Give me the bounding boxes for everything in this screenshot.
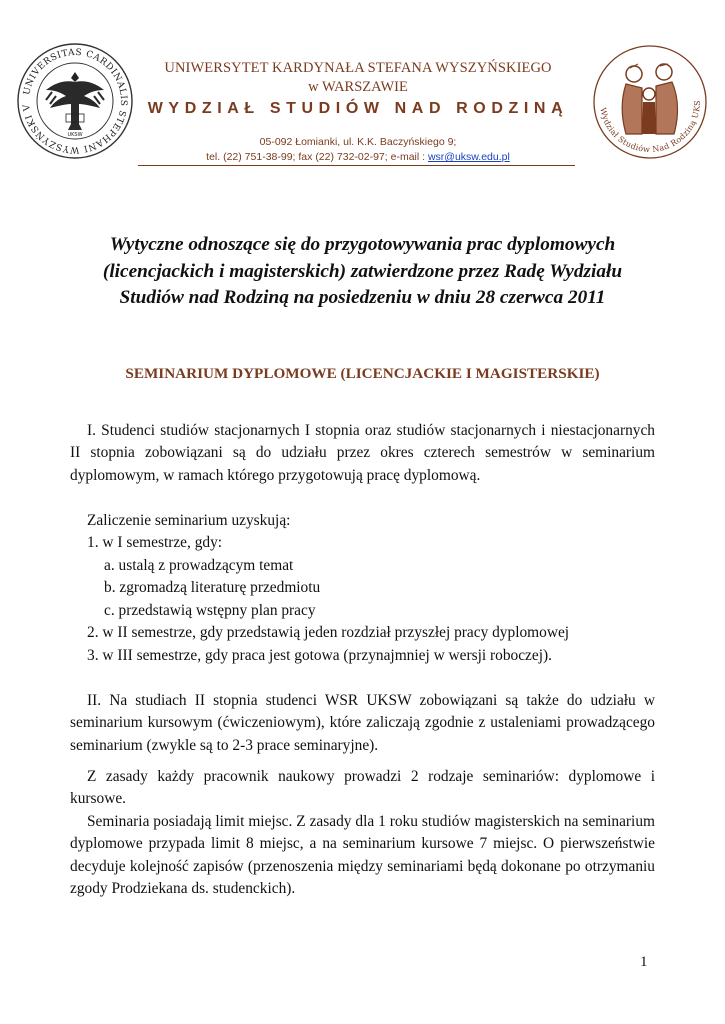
faculty-address: 05-092 Łomianki, ul. K.K. Baczyńskiego 9; [259,136,457,148]
list-item-1c: c. przedstawią wstępny plan pracy [104,602,316,619]
eagle-seal-icon [16,42,134,160]
seal-left-text: UNIVERSITAS CARDINALIS STEPHANI WYSZYŃSKI V [22,47,129,155]
faculty-name: WYDZIAŁ STUDIÓW NAD RODZINĄ [147,100,569,117]
paragraph-II: II. Na studiach II stopnia studenci WSR UKSW zobowiązani są także do udziału w seminarium kursowym (ćwiczeniowym), które zaliczają zgodnie z ustaleniami prowadzącego seminarium (zwykle są to 2-3 prace seminaryjne). [70,692,655,754]
faculty-contact [138,151,578,163]
paragraph-seminar-types: Z zasady każdy pracownik naukowy prowadzi 2 rodzaje seminariów: dyplomowe i kursowe. [70,768,655,808]
university-name: UNIWERSYTET KARDYNAŁA STEFANA WYSZYŃSKIEGO [164,60,552,76]
paragraph-I: I. Studenci studiów stacjonarnych I stopnia oraz studiów stacjonarnych i niestacjonarnych II stopnia zobowiązani są do udziału przez okres czterech semestrów w seminarium dyplomowym, w ramach którego przygotowują pracę dyplomową. [70,422,655,484]
email-link[interactable]: wsr@uksw.edu.pl [427,151,510,163]
page-number: 1 [640,954,648,970]
list-item-3: 3. w III semestrze, gdy praca jest gotowa (przynajmniej w wersji roboczej). [87,647,552,664]
paragraph-seminar-limits: Seminaria posiadają limit miejsc. Z zasady dla 1 roku studiów magisterskich na seminarium dyplomowe przypada limit 8 miejsc, a na seminarium kursowe 7 miejsc. O pierwszeństwie decyduje kolejność zapisów (przenoszenia między seminariami będą dokonane po otrzymaniu zgody Prodziekana ds. studenckich). [70,813,655,898]
holy-family-seal-icon [590,42,710,162]
title-line-2: (licencjackich i magisterskich) zatwierdzone przez Radę Wydziału [102,260,623,282]
credit-intro: Zaliczenie seminarium uzyskują: [87,512,291,529]
list-item-1: 1. w I semestrze, gdy: [87,534,223,551]
university-city: w WARSZAWIE [308,79,408,95]
university-seal-logo [16,42,134,160]
section-heading: SEMINARIUM DYPLOMOWE (LICENCJACKIE I MAGISTERSKIE) [125,365,600,382]
contact-phone-fax: tel. (22) 751-38-99; fax (22) 732-02-97; e-mail : [206,151,428,163]
header-divider [138,165,575,166]
list-item-1b: b. zgromadzą literaturę przedmiotu [104,579,321,596]
list-item-2: 2. w II semestrze, gdy przedstawią jeden rozdział przyszłej pracy dyplomowej [87,624,570,641]
document-title [80,232,645,312]
seal-left-inner: UKSW [67,132,83,138]
faculty-seal-logo [590,42,710,162]
seal-right-text: Wydział Studiów Nad Rodziną UKS [598,100,703,155]
title-line-3: Studiów nad Rodziną na posiedzeniu w dniu 28 czerwca 2011 [119,287,606,308]
title-line-1: Wytyczne odnoszące się do przygotowywania prac dyplomowych [109,234,616,255]
list-item-1a: a. ustalą z prowadzącym temat [104,557,294,574]
